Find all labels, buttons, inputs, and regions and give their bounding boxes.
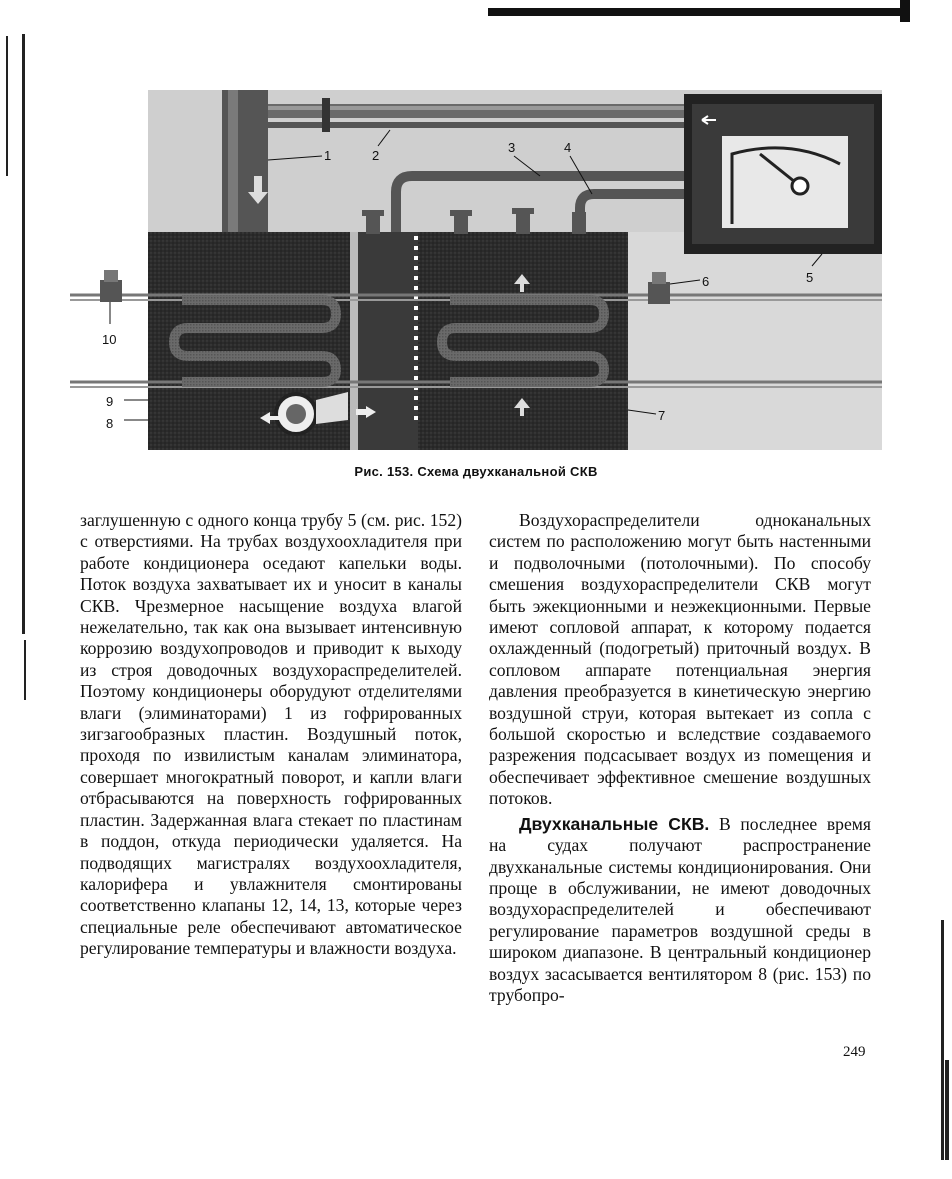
label-5: 5	[806, 270, 814, 285]
label-9: 9	[106, 394, 114, 409]
page-number: 249	[843, 1044, 866, 1060]
top-rule	[488, 8, 908, 16]
left-paragraph: заглушенную с одного конца трубу 5 (см. рис. 152) с отверстиями. На трубах воздухоохладителя при работе кондиционера оседают капельки воды. Поток воздуха захватывает их и уносит в каналы СКВ. Чрезмерное насыщение воздуха влагой нежелательно, так как она вызывает интенсивную коррозию воздухопроводов и приводит к выходу из строя доводочных воздухораспределителей. Поэтому кондиционеры оборудуют отделителями влаги (элиминаторами) 1 из гофрированных зигзагообразных пластин. Воздушный поток, проходя по извилистым каналам элиминатора, совершает многократный поворот, и капли влаги отбрасываются на поверхность гофрированных пластин. Задержанная влага стекает по пластинам в поддон, откуда периодически удаляется. На подводящих магистралях воздухоохладителя, калорифера и увлажнителя смонтированы соответственно клапаны 12, 14, 13, которые через специальные реле обеспечивают автоматическое регулирование температуры и влажности воздуха.	[80, 510, 462, 959]
scan-mark-left-2	[22, 34, 25, 634]
label-8: 8	[106, 416, 114, 431]
figure-caption: Рис. 153. Схема двухканальной СКВ	[354, 464, 598, 479]
label-2: 2	[372, 148, 380, 163]
label-6: 6	[702, 274, 710, 289]
section-heading: Двухканальные СКВ.	[519, 813, 710, 834]
label-7: 7	[658, 408, 666, 423]
top-rule-corner	[900, 0, 910, 22]
label-1: 1	[324, 148, 332, 163]
right-paragraph-2: В последнее время на судах получают распространение двухканальные системы кондиционирования. Они проще в обслуживании, не имеют доводочных воздухораспределителей и обеспечивают регулирование параметров воздушной среды в широком диапазоне. В центральный кондиционер воздух засасывается вентилятором 8 (рис. 153) по трубопро-	[489, 813, 871, 1005]
label-3: 3	[508, 140, 516, 155]
scan-mark-left-3	[24, 640, 26, 700]
gauge-dial	[722, 136, 848, 228]
valve-10	[100, 270, 122, 302]
right-text-column	[489, 510, 871, 1006]
right-paragraph-2-wrapper	[489, 814, 871, 1007]
label-10: 10	[102, 332, 117, 347]
right-paragraph-1: Воздухораспределители одноканальных систем по расположению могут быть настенными и подволочными (потолочными). По способу смешения воздухораспределители СКВ могут быть эжекционными и неэжекционными. Первые имеют сопловой аппарат, к которому подается охлажденный (подогретый) приточный воздух. В сопловом аппарате потенциальная энергия давления преобразуется в кинетическую энергию воздушной струи, которая вытекает из сопла с большой скоростью и вследствие создаваемого разрежения подсасывает воздух из помещения и обеспечивает эффективное смешение воздушных потоков.	[489, 510, 871, 809]
left-text-column	[80, 510, 462, 960]
label-4: 4	[564, 140, 572, 155]
scan-mark-right-1	[941, 920, 944, 1160]
figure-dual-channel-ac-diagram	[70, 84, 882, 460]
scan-mark-left-1	[6, 36, 8, 176]
scan-mark-right-2	[945, 1060, 949, 1160]
